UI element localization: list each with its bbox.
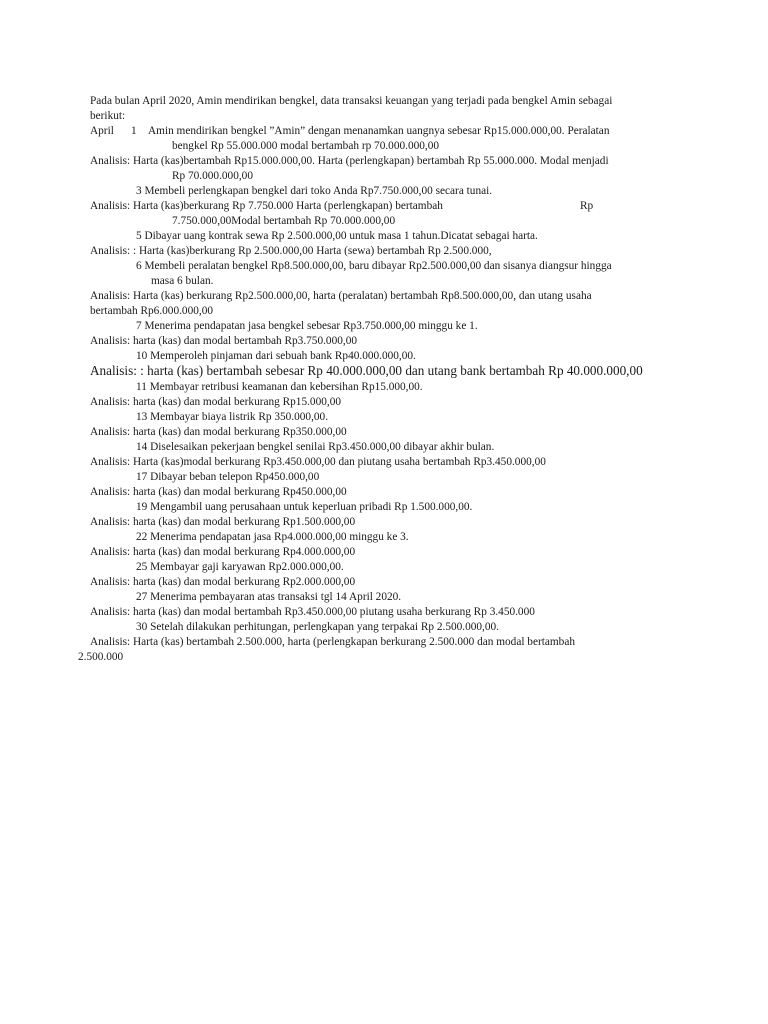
transaction-30: 30 Setelah dilakukan perhitungan, perlengkapan yang terpakai Rp 2.500.000,00.: [136, 621, 499, 633]
analysis-14: Analisis: Harta (kas)modal berkurang Rp3.450.000,00 dan piutang usaha bertambah Rp3.450.000,00: [90, 456, 546, 468]
intro-line-1: Pada bulan April 2020, Amin mendirikan bengkel, data transaksi keuangan yang terjadi pada bengkel Amin sebagai: [90, 95, 613, 107]
analysis-30: Analisis: Harta (kas) bertambah 2.500.000, harta (perlengkapan berkurang 2.500.000 dan modal bertambah: [90, 636, 575, 648]
transaction-5: 5 Dibayar uang kontrak sewa Rp 2.500.000,00 untuk masa 1 tahun.Dicatat sebagai harta.: [136, 230, 538, 242]
transaction-19: 19 Mengambil uang perusahaan untuk keperluan pribadi Rp 1.500.000,00.: [136, 501, 473, 513]
transaction-1-text: Amin mendirikan bengkel ”Amin” dengan menanamkan uangnya sebesar Rp15.000.000,00. Peralatan: [148, 125, 610, 137]
analysis-27: Analisis: harta (kas) dan modal bertambah Rp3.450.000,00 piutang usaha berkurang Rp 3.450.000: [90, 606, 535, 618]
transaction-10: 10 Memperoleh pinjaman dari sebuah bank Rp40.000.000,00.: [136, 350, 416, 362]
analysis-30-continued: 2.500.000: [78, 651, 124, 663]
analysis-25: Analisis: harta (kas) dan modal berkurang Rp2.000.000,00: [90, 576, 356, 588]
analysis-3-rp: Rp: [580, 200, 594, 212]
analysis-1-continued: Rp 70.000.000,00: [172, 170, 253, 182]
intro-line-2: berikut:: [90, 110, 126, 122]
transaction-13: 13 Membayar biaya listrik Rp 350.000,00.: [136, 411, 329, 423]
analysis-7: Analisis: harta (kas) dan modal bertambah Rp3.750.000,00: [90, 335, 357, 347]
analysis-3-continued: 7.750.000,00Modal bertambah Rp 70.000.000,00: [172, 215, 396, 227]
transaction-1-number: 1: [131, 125, 137, 137]
analysis-17: Analisis: harta (kas) dan modal berkurang Rp450.000,00: [90, 486, 347, 498]
transaction-14: 14 Diselesaikan pekerjaan bengkel senilai Rp3.450.000,00 dibayar akhir bulan.: [136, 441, 495, 453]
month-label: April: [90, 125, 114, 137]
transaction-17: 17 Dibayar beban telepon Rp450.000,00: [136, 471, 320, 483]
analysis-6: Analisis: Harta (kas) berkurang Rp2.500.000,00, harta (peralatan) bertambah Rp8.500.000,00, dan utang usaha: [90, 290, 592, 302]
transaction-27: 27 Menerima pembayaran atas transaksi tgl 14 April 2020.: [136, 591, 402, 603]
analysis-11: Analisis: harta (kas) dan modal berkurang Rp15.000,00: [90, 396, 341, 408]
transaction-25: 25 Membayar gaji karyawan Rp2.000.000,00.: [136, 561, 344, 573]
analysis-19: Analisis: harta (kas) dan modal berkurang Rp1.500.000,00: [90, 516, 356, 528]
analysis-1: Analisis: Harta (kas)bertambah Rp15.000.000,00. Harta (perlengkapan) bertambah Rp 55.000.000. Modal menjadi: [90, 155, 609, 167]
analysis-5: Analisis: : Harta (kas)berkurang Rp 2.500.000,00 Harta (sewa) bertambah Rp 2.500.000,: [90, 245, 492, 257]
transaction-6: 6 Membeli peralatan bengkel Rp8.500.000,00, baru dibayar Rp2.500.000,00 dan sisanya diangsur hingga: [136, 260, 612, 272]
transaction-11: 11 Membayar retribusi keamanan dan kebersihan Rp15.000,00.: [136, 381, 423, 393]
transaction-22: 22 Menerima pendapatan jasa Rp4.000.000,00 minggu ke 3.: [136, 531, 409, 543]
analysis-3-text: Analisis: Harta (kas)berkurang Rp 7.750.000 Harta (perlengkapan) bertambah: [90, 200, 443, 212]
analysis-6-continued: bertambah Rp6.000.000,00: [90, 305, 213, 317]
analysis-10: Analisis: : harta (kas) bertambah sebesar Rp 40.000.000,00 dan utang bank bertambah Rp 40.000.000,00: [90, 363, 643, 378]
analysis-13: Analisis: harta (kas) dan modal berkurang Rp350.000,00: [90, 426, 347, 438]
transaction-3: 3 Membeli perlengkapan bengkel dari toko Anda Rp7.750.000,00 secara tunai.: [136, 185, 493, 197]
analysis-22: Analisis: harta (kas) dan modal berkurang Rp4.000.000,00: [90, 546, 356, 558]
transaction-7: 7 Menerima pendapatan jasa bengkel sebesar Rp3.750.000,00 minggu ke 1.: [136, 320, 478, 332]
transaction-1-continued: bengkel Rp 55.000.000 modal bertambah rp 70.000.000,00: [172, 140, 440, 152]
transaction-6-continued: masa 6 bulan.: [151, 275, 214, 287]
